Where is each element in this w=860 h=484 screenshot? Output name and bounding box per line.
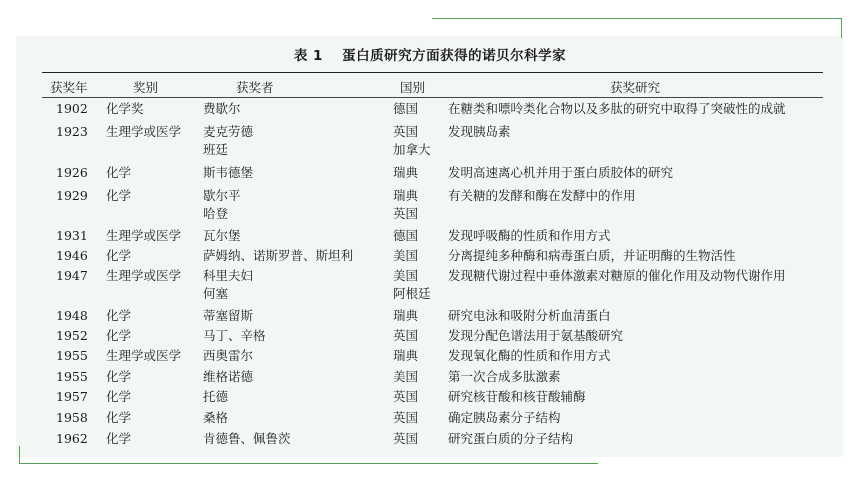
cell-country: 德国 <box>393 101 419 116</box>
header-research: 获奖研究 <box>610 80 661 95</box>
header-year: 获奖年 <box>50 80 88 95</box>
cell-laureate: 蒂塞留斯 <box>203 308 254 323</box>
decorative-line-bottom-corner <box>19 446 20 464</box>
cell-year: 1929 <box>56 188 88 203</box>
cell-research: 发现胰岛素 <box>448 124 511 139</box>
cell-research: 发现呼吸酶的性质和作用方式 <box>448 228 611 243</box>
cell-category: 化学奖 <box>106 101 144 116</box>
cell-laureate: 西奥雷尔 <box>203 348 254 363</box>
cell-research: 发现糖代谢过程中垂体激素对糖原的催化作用及动物代谢作用 <box>448 268 786 283</box>
cell-category: 化学 <box>106 389 132 404</box>
cell-category: 生理学或医学 <box>106 268 182 283</box>
cell-research: 发现氧化酶的性质和作用方式 <box>448 348 611 363</box>
cell-country: 英国 <box>393 410 419 425</box>
cell-country: 英国 <box>393 389 419 404</box>
cell-country-second: 加拿大 <box>393 142 431 157</box>
cell-laureate: 歇尔平 <box>203 188 241 203</box>
cell-country: 瑞典 <box>393 348 419 363</box>
cell-research: 第一次合成多肽激素 <box>448 369 561 384</box>
cell-country: 瑞典 <box>393 165 419 180</box>
cell-category: 生理学或医学 <box>106 228 182 243</box>
cell-year: 1931 <box>56 228 88 243</box>
cell-category: 化学 <box>106 308 132 323</box>
cell-category: 化学 <box>106 188 132 203</box>
table-header-rule <box>42 97 823 98</box>
cell-country: 美国 <box>393 369 419 384</box>
cell-category: 化学 <box>106 369 132 384</box>
cell-year: 1952 <box>56 328 88 343</box>
cell-category: 化学 <box>106 328 132 343</box>
cell-year: 1957 <box>56 389 88 404</box>
table-caption-number: 表 1 <box>293 48 323 64</box>
cell-research: 研究电泳和吸附分析血清蛋白 <box>448 308 611 323</box>
table-caption <box>0 44 860 64</box>
cell-country: 美国 <box>393 248 419 263</box>
cell-year: 1948 <box>56 308 88 323</box>
cell-country-second: 英国 <box>393 206 419 221</box>
cell-category: 生理学或医学 <box>106 348 182 363</box>
cell-category: 化学 <box>106 431 132 446</box>
cell-research: 发现分配色谱法用于氨基酸研究 <box>448 328 624 343</box>
cell-category: 化学 <box>106 248 132 263</box>
cell-year: 1955 <box>56 348 88 363</box>
cell-laureate: 斯韦德堡 <box>203 165 254 180</box>
cell-research: 有关糖的发酵和酶在发酵中的作用 <box>448 188 636 203</box>
header-laureate: 获奖者 <box>236 80 274 95</box>
cell-country: 英国 <box>393 431 419 446</box>
cell-laureate: 科里夫妇 <box>203 268 254 283</box>
cell-year: 1947 <box>56 268 88 283</box>
cell-research: 确定胰岛素分子结构 <box>448 410 561 425</box>
cell-research: 发明高速离心机并用于蛋白质胶体的研究 <box>448 165 674 180</box>
cell-laureate: 费歇尔 <box>203 101 241 116</box>
cell-laureate: 维格诺德 <box>203 369 254 384</box>
cell-country-second: 阿根廷 <box>393 286 431 301</box>
cell-year: 1946 <box>56 248 88 263</box>
cell-country: 瑞典 <box>393 308 419 323</box>
cell-laureate-second: 班廷 <box>203 142 229 157</box>
cell-country: 英国 <box>393 328 419 343</box>
cell-category: 化学 <box>106 165 132 180</box>
cell-laureate: 肯德鲁、佩鲁茨 <box>203 431 291 446</box>
cell-year: 1958 <box>56 410 88 425</box>
cell-year: 1902 <box>56 101 88 116</box>
cell-year: 1923 <box>56 124 88 139</box>
cell-laureate: 托德 <box>203 389 229 404</box>
header-country: 国别 <box>400 80 426 95</box>
slide-panel <box>16 36 843 457</box>
cell-laureate: 马丁、辛格 <box>203 328 266 343</box>
cell-country: 英国 <box>393 124 419 139</box>
cell-year: 1926 <box>56 165 88 180</box>
cell-research: 研究蛋白质的分子结构 <box>448 431 574 446</box>
cell-laureate: 瓦尔堡 <box>203 228 241 243</box>
cell-country: 瑞典 <box>393 188 419 203</box>
cell-country: 德国 <box>393 228 419 243</box>
cell-laureate: 麦克劳德 <box>203 124 254 139</box>
cell-category: 化学 <box>106 410 132 425</box>
table-top-rule <box>42 72 823 73</box>
cell-laureate-second: 哈登 <box>203 206 229 221</box>
cell-research: 分离提纯多种酶和病毒蛋白质，并证明酶的生物活性 <box>448 248 736 263</box>
decorative-line-bottom <box>19 463 598 464</box>
decorative-line-top <box>432 18 841 19</box>
cell-category: 生理学或医学 <box>106 124 182 139</box>
cell-laureate-second: 何塞 <box>203 286 229 301</box>
header-category: 奖别 <box>133 80 159 95</box>
cell-year: 1962 <box>56 431 88 446</box>
decorative-line-top-corner <box>841 18 842 38</box>
cell-laureate: 桑格 <box>203 410 229 425</box>
cell-laureate: 萨姆纳、诺斯罗普、斯坦利 <box>203 248 354 263</box>
table-caption-title: 蛋白质研究方面获得的诺贝尔科学家 <box>342 48 567 64</box>
cell-research: 在糖类和嘌呤类化合物以及多肽的研究中取得了突破性的成就 <box>448 101 786 116</box>
cell-year: 1955 <box>56 369 88 384</box>
cell-research: 研究核苷酸和核苷酸辅酶 <box>448 389 586 404</box>
cell-country: 美国 <box>393 268 419 283</box>
